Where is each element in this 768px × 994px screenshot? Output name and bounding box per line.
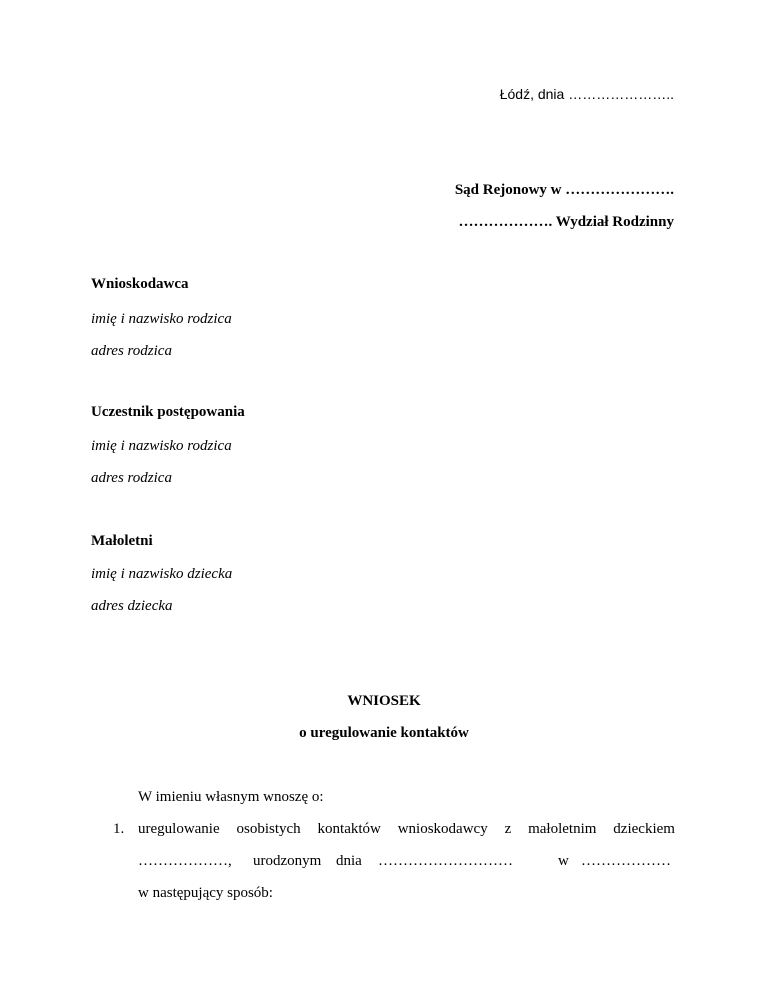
item-word: osobistych	[236, 821, 301, 837]
item-number: 1.	[113, 821, 125, 837]
date-word: dnia	[336, 853, 362, 869]
child-name-blank: ………………,	[138, 853, 232, 869]
item-word: wnioskodawcy	[397, 821, 488, 837]
birth-place-blank: ………………	[581, 853, 671, 869]
minor-address: adres dziecka	[91, 598, 173, 614]
minor-heading: Małoletni	[91, 533, 153, 549]
minor-name: imię i nazwisko dziecka	[91, 566, 233, 582]
applicant-name: imię i nazwisko rodzica	[91, 311, 232, 327]
court-division: ………………. Wydział Rodzinny	[458, 214, 674, 230]
item-word: uregulowanie	[138, 821, 220, 837]
applicant-address: adres rodzica	[91, 343, 172, 359]
document-subtitle: o uregulowanie kontaktów	[299, 725, 469, 741]
place-date: Łódź, dnia …………………..	[499, 86, 674, 102]
participant-address: adres rodzica	[91, 470, 172, 486]
applicant-heading: Wnioskodawca	[91, 276, 189, 292]
intro-text: W imieniu własnym wnoszę o:	[138, 789, 324, 805]
born-word: urodzonym	[253, 853, 322, 869]
document-title: WNIOSEK	[347, 693, 421, 709]
court-name: Sąd Rejonowy w ………………….	[454, 182, 674, 198]
item-line-1	[138, 821, 675, 838]
in-word: w	[558, 853, 569, 869]
item-line-3: w następujący sposób:	[138, 885, 273, 901]
birth-date-blank: ………………………	[378, 853, 513, 869]
item-word: małoletnim	[528, 821, 597, 837]
item-word: kontaktów	[317, 821, 381, 837]
participant-heading: Uczestnik postępowania	[91, 404, 245, 420]
item-word: z	[504, 821, 512, 837]
item-word: dzieckiem	[613, 821, 675, 837]
participant-name: imię i nazwisko rodzica	[91, 438, 232, 454]
